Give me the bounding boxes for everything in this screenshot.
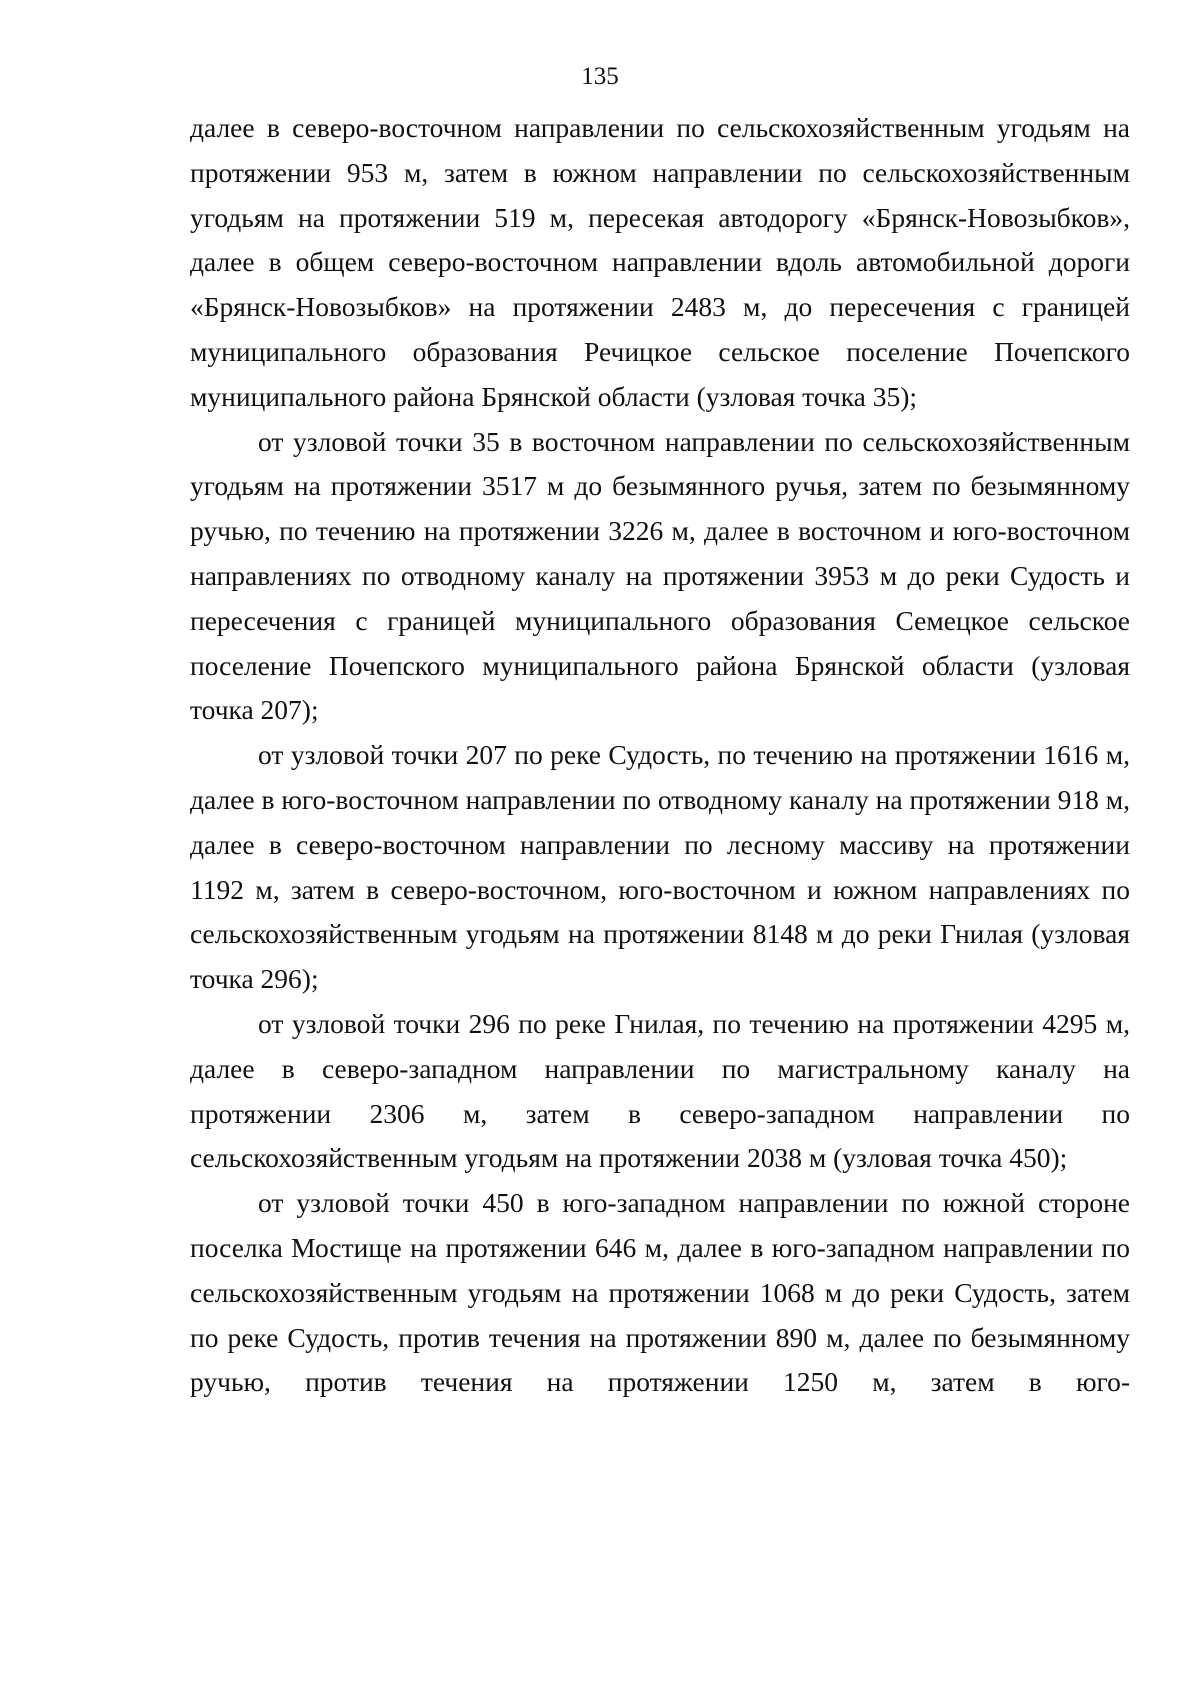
paragraph-5: от узловой точки 450 в юго-западном направлении по южной стороне поселка Мостище на протяжении 646 м, далее в юго-западном направлении по сельскохозяйственным угодьям на протяжении 1068 м до реки Судость, затем по реке Судость, против течения на протяжении 890 м, далее по безымянному ручью, против течения на протяжении 1250 м, затем в юго-	[190, 1187, 1130, 1398]
page-number: 135	[581, 63, 619, 90]
document-body	[190, 106, 1130, 1405]
paragraph-2: от узловой точки 35 в восточном направлении по сельскохозяйственным угодьям на протяжении 3517 м до безымянного ручья, затем по безымянному ручью, по течению на протяжении 3226 м, далее в восточном и юго-восточном направлениях по отводному каналу на протяжении 3953 м до реки Судость и пересечения с границей муниципального образования Семецкое сельское поселение Почепского муниципального района Брянской области (узловая точка 207);	[190, 425, 1130, 726]
paragraph-1: далее в северо-восточном направлении по сельскохозяйственным угодьям на протяжении 953 м, затем в южном направлении по сельскохозяйственным угодьям на протяжении 519 м, пересекая автодорогу «Брянск-Новозыбков», далее в общем северо-восточном направлении вдоль автомобильной дороги «Брянск-Новозыбков» на протяжении 2483 м, до пересечения с границей муниципального образования Речицкое сельское поселение Почепского муниципального района Брянской области (узловая точка 35);	[190, 112, 1130, 412]
paragraph-4: от узловой точки 296 по реке Гнилая, по течению на протяжении 4295 м, далее в северо-западном направлении по магистральному каналу на протяжении 2306 м, затем в северо-западном направлении по сельскохозяйственным угодьям на протяжении 2038 м (узловая точка 450);	[190, 1007, 1130, 1174]
paragraph-3: от узловой точки 207 по реке Судость, по течению на протяжении 1616 м, далее в юго-восточном направлении по отводному каналу на протяжении 918 м, далее в северо-восточном направлении по лесному массиву на протяжении 1192 м, затем в северо-восточном, юго-восточном и южном направлениях по сельскохозяйственным угодьям на протяжении 8148 м до реки Гнилая (узловая точка 296);	[190, 739, 1130, 995]
